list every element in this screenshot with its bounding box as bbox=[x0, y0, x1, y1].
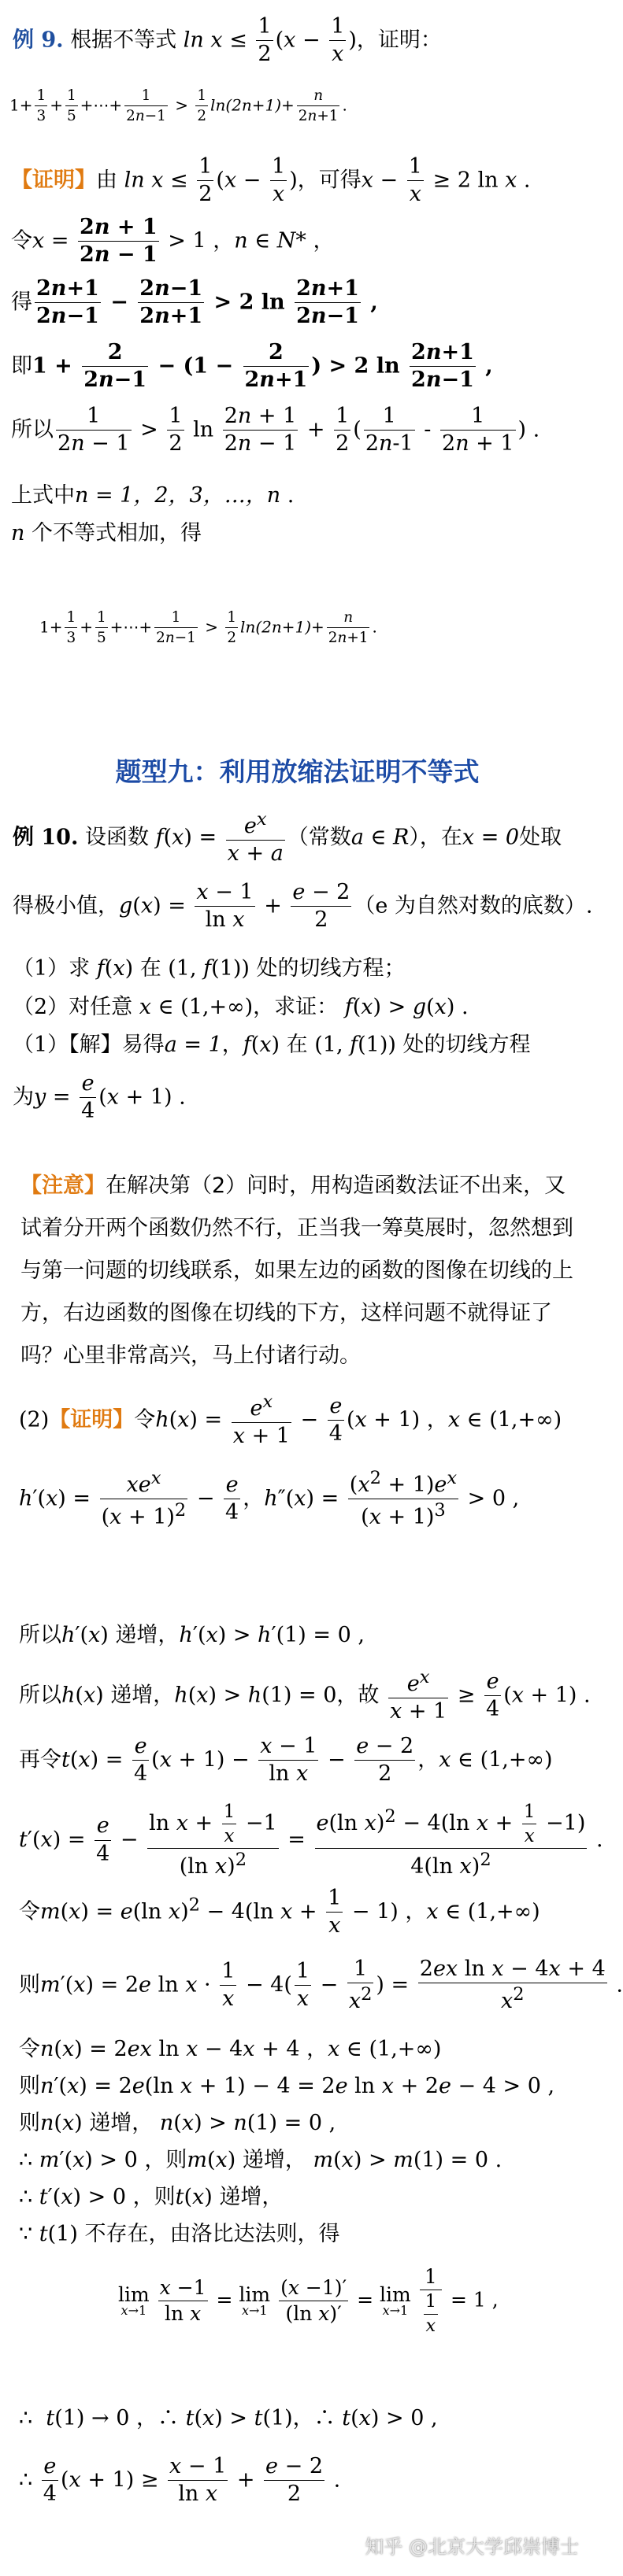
note-label: 【注意】 bbox=[20, 1173, 106, 1198]
ex9-proof-l5: 所以 $\frac{1}{2n - 1}$ > $\frac{1}{2}$ ln $\frac{2n + 1}{2n - 1}$ + $\frac{1}{2}$ ( $\frac{1}{2n-1}$ - $\frac{1}{2n + 1}$ ) . bbox=[11, 404, 540, 456]
ex9-label: 例 9. bbox=[13, 28, 64, 53]
proof2-l14: ∵ t(1) 不存在，由洛比达法则，得 bbox=[19, 2222, 340, 2246]
ex9-proof-l3: 得 $\frac{2n+1}{2n-1}$ − $\frac{2n-1}{2n+1}$ > 2 ln $\frac{2n+1}{2n-1}$ , bbox=[11, 276, 378, 329]
ex10-s1-result: 为y = $\frac{e}{4}$ (x + 1) . bbox=[13, 1071, 186, 1124]
proof2-l10: 则n′(x) = 2e(ln x + 1) − 4 = 2e ln x + 2e − 4 > 0 , bbox=[19, 2074, 555, 2098]
proof2-l11: 则n(x) 递增， n(x) > n(1) = 0 , bbox=[19, 2111, 336, 2135]
ex10-q2: （2）对任意 x ∈ (1,+∞)，求证： f(x) > g(x) . bbox=[13, 995, 469, 1019]
ex9-proof-l6: 上式中n = 1，2，3，…，n . bbox=[11, 483, 295, 508]
proof2-l6: t′(x) = $\frac{e}{4}$ − ln x + $\frac{1}{x}$ −1 (ln x)$^2$ = e(ln x)$^2$ − 4(ln x + $\frac{1}{x}$ −1) 4(ln x)$^2$ . bbox=[19, 1802, 603, 1879]
proof2-l2: h′(x) = $xe^x$ $(x + 1)^2$ − $\frac{e}{4}$ ，h″(x) = $\frac{(x^2 + 1)e^x}{(x + 1)^3}$ > 0 , bbox=[19, 1468, 520, 1530]
ex10-s1: （1）【解】易得a = 1，f(x) 在 (1, f(1)) 处的切线方程 bbox=[13, 1033, 531, 1057]
proof-label: 【证明】 bbox=[11, 168, 96, 193]
proof2-l15: ∴ t(1) → 0 ，∴ t(x) > t(1)，∴ t(x) > 0 , bbox=[19, 2406, 438, 2430]
proof2-l3: 所以h′(x) 递增，h′(x) > h′(1) = 0 , bbox=[19, 1623, 365, 1647]
proof2-l9: 令n(x) = 2ex ln x − 4x + 4 ，x ∈ (1,+∞) bbox=[19, 2037, 442, 2061]
ex10-q1: （1）求 f(x) 在 (1, f(1)) 处的切线方程； bbox=[13, 956, 406, 981]
ex9-proof-l2: 令x = $\frac{2n + 1}{2n - 1}$ > 1 ，n ∈ N* ， bbox=[11, 215, 335, 268]
proof2-l13: ∴ t′(x) > 0 ，则t(x) 递增， bbox=[19, 2185, 284, 2209]
ex9-text: 根据不等式 bbox=[70, 28, 177, 53]
ex9-inequality: 1+ $\frac{1}{3}$ + $\frac{1}{5}$ +⋯+ $\frac{1}{2n-1}$ > $\frac{1}{2}$ ln(2n+1)+ $\frac{n}{2n+1}$ . bbox=[9, 87, 347, 125]
proof2-label: 【证明】 bbox=[49, 1407, 135, 1432]
proof2-l12: ∴ m′(x) > 0 ，则m(x) 递增， m(x) > m(1) = 0 . bbox=[19, 2148, 502, 2172]
ex9-proof-l7: n 个不等式相加，得 bbox=[11, 521, 202, 545]
proof2-l7: 令m(x) = e(ln x)$^2$ − 4(ln x + $\frac{1}{x}$ − 1) ，x ∈ (1,+∞) bbox=[19, 1886, 540, 1938]
section-title: 题型九：利用放缩法证明不等式 bbox=[115, 756, 480, 787]
ex10-statement-l1: 例 10. 设函数 f(x) = $\frac{e^x}{x + a}$ （常数a ∈ R），在x = 0处取 bbox=[13, 809, 562, 867]
ex9-statement: 例 9. 根据不等式 ln x ≤ $\frac{1}{2}$ (x − $\frac{1}{x}$ )，证明： bbox=[13, 14, 442, 67]
proof2-l16: ∴ $\frac{e}{4}$ (x + 1) ≥ $\frac{x - 1}{\text{ln x}}$ + $\frac{e - 2}{2}$ . bbox=[19, 2454, 341, 2507]
ex10-label: 例 10. bbox=[13, 825, 79, 850]
proof2-limit: lim x→1 $\frac{x -1}{\text{ln x}}$ = lim x→1 $\frac{(x -1)'}{\text{(ln x)′}}$ = lim x→1 $\frac{1}{\frac{1}{x}}$ = 1 , bbox=[118, 2265, 499, 2336]
ex10-statement-l2: 得极小值，g(x) = $\frac{x - 1}{\text{ln x}}$ + $\frac{e - 2}{2}$ （e 为自然对数的底数）. bbox=[13, 880, 593, 933]
proof2-l8: 则m′(x) = 2e ln x · $\frac{1}{x}$ − 4( $\frac{1}{x}$ − $\frac{1}{x^2}$ ) = $\frac{\text{2ex ln x − 4x + 4}}{x^2}$ . bbox=[19, 1957, 623, 2014]
ex9-result: 1+ $\frac{1}{3}$ + $\frac{1}{5}$ +⋯+ $\frac{1}{2n-1}$ > $\frac{1}{2}$ ln(2n+1)+ $\frac{n}{2n+1}$ . bbox=[39, 609, 377, 647]
ex9-proof-l4: 即1 + $\frac{2}{2n-1}$ − (1 − $\frac{2}{2n+1}$ ) > 2 ln $\frac{2n+1}{2n-1}$ , bbox=[11, 340, 493, 393]
proof2-l1: (2)【证明】令h(x) = $\frac{e^x}{x + 1}$ − $\frac{e}{4}$ (x + 1) ，x ∈ (1,+∞) bbox=[19, 1391, 562, 1449]
proof2-l5: 再令t(x) = $\frac{e}{4}$ (x + 1) − $\frac{x - 1}{\text{ln x}}$ − $\frac{e - 2}{2}$ ，x ∈ (1,+∞) bbox=[19, 1734, 553, 1787]
note-paragraph: 【注意】在解决第（2）问时，用构造函数法证不出来，又试着分开两个函数仍然不行，正当我一筹莫展时，忽然想到与第一问题的切线联系，如果左边的函数的图像在切线的上方，右边函数的图像在切线的下方，这样问题不就得证了吗？心里非常高兴，马上付诸行动。 bbox=[20, 1173, 573, 1368]
watermark: 知乎 @北京大学邱崇博士 bbox=[365, 2536, 579, 2558]
proof2-l4: 所以h(x) 递增，h(x) > h(1) = 0，故 $\frac{e^x}{x + 1}$ ≥ $\frac{e}{4}$ (x + 1) . bbox=[19, 1667, 591, 1724]
ex9-proof-l1: 【证明】由 ln x ≤ $\frac{1}{2}$ (x − $\frac{1}{x}$ )，可得x − $\frac{1}{x}$ ≥ 2 ln x . bbox=[11, 154, 531, 207]
